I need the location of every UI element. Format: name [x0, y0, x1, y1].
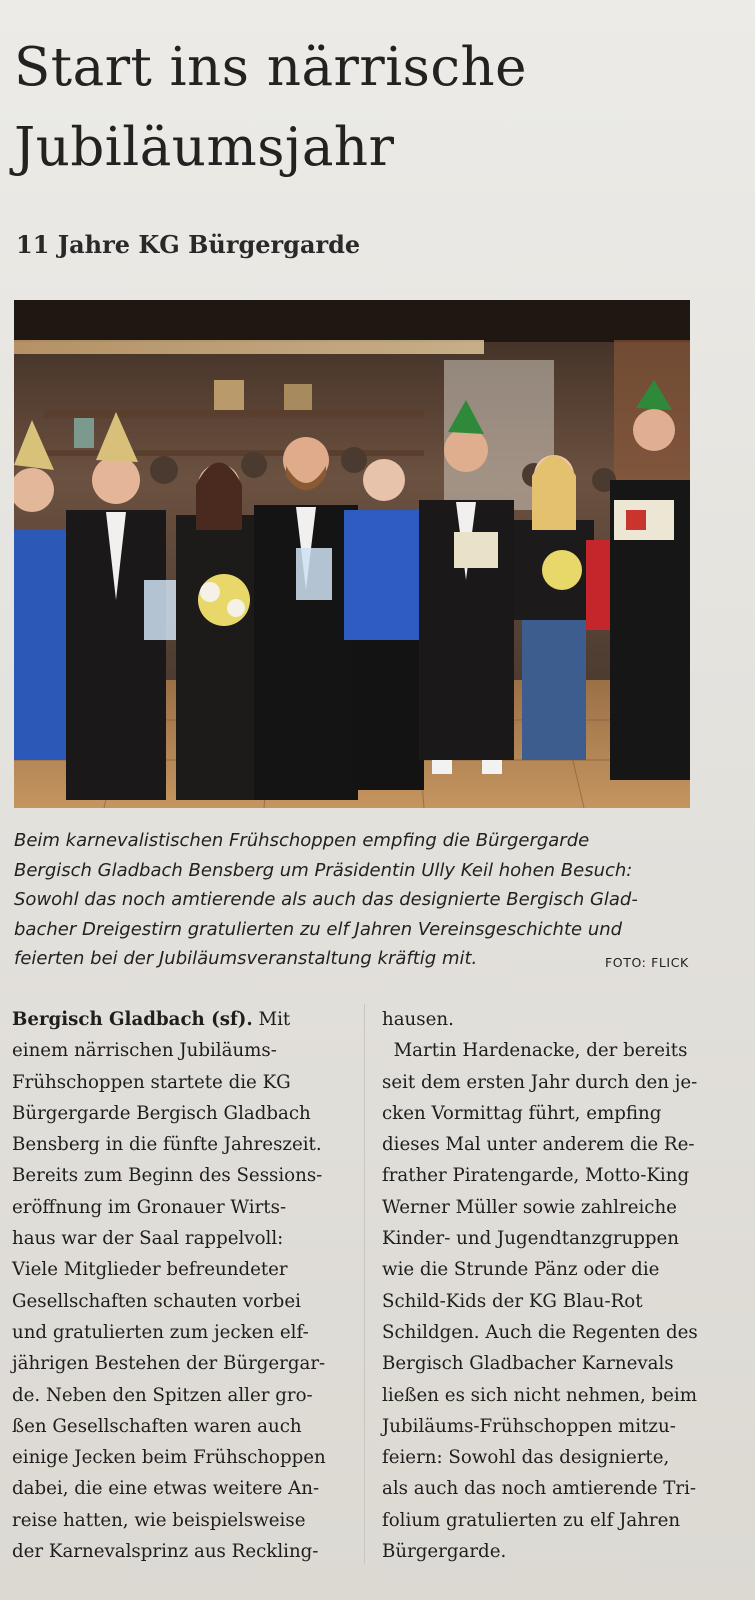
column-line: Schildgen. Auch die Regenten des [382, 1321, 698, 1343]
group-photo-illustration [14, 300, 690, 808]
column-line: wie die Strunde Pänz oder die [382, 1259, 660, 1281]
caption-line: Sowohl das noch amtierende als auch das designierte Bergisch Glad- [14, 889, 638, 910]
group-photo [14, 300, 690, 808]
column-line: Schild-Kids der KG Blau-Rot [382, 1290, 643, 1312]
caption-line: feierten bei der Jubiläumsveranstaltung kräftig mit. [14, 948, 478, 969]
column-line [12, 1004, 352, 1035]
column-line: hausen. [382, 1009, 454, 1030]
column-line: Martin Hardenacke, der bereits [382, 1040, 688, 1062]
column-line: dabei, die eine etwas weitere An- [12, 1478, 320, 1500]
headline-line-1: Start ins närrische [14, 37, 528, 98]
column-line: Kinder- und Jugendtanzgruppen [382, 1228, 680, 1250]
column-line: jährigen Bestehen der Bürgergar- [12, 1353, 326, 1375]
column-line: Bergisch Gladbacher Karnevals [382, 1353, 674, 1375]
caption-line: bacher Dreigestirn gratulierten zu elf Jahren Vereinsgeschichte und [14, 918, 623, 940]
column-line: ßen Gesellschaften waren auch [12, 1415, 302, 1437]
column-line: und gratulierten zum jecken elf- [12, 1321, 309, 1343]
dateline: Bergisch Gladbach (sf). [12, 1009, 253, 1030]
column-line: eröffnung im Gronauer Wirts- [12, 1196, 287, 1218]
dateline-rest: Mit [252, 1009, 291, 1030]
photo-caption [14, 826, 704, 974]
caption-line: Bergisch Gladbach Bensberg um Präsidentin Ully Keil hohen Besuch: [14, 859, 633, 881]
column-line: haus war der Saal rappelvoll: [12, 1228, 284, 1250]
column-line: Frühschoppen startete die KG [12, 1071, 291, 1093]
column-line: frather Piratengarde, Motto-King [382, 1165, 690, 1187]
column-line: dieses Mal unter anderem die Re- [382, 1134, 695, 1156]
column-line: Bereits zum Beginn des Sessions- [12, 1165, 323, 1187]
column-line: einige Jecken beim Frühschoppen [12, 1447, 326, 1469]
column-line: ließen es sich nicht nehmen, beim [382, 1384, 697, 1406]
column-line: Viele Mitglieder befreundeter [12, 1259, 288, 1281]
column-line: Jubiläums-Frühschoppen mitzu- [382, 1415, 676, 1437]
article-column-1 [12, 1004, 352, 1567]
column-line: Gesellschaften schauten vorbei [12, 1290, 301, 1312]
column-line: cken Vormittag führt, empfing [382, 1102, 662, 1124]
headline [14, 28, 734, 188]
caption-line: Beim karnevalistischen Frühschoppen empfing die Bürgergarde [14, 830, 590, 851]
column-line: folium gratulierten zu elf Jahren [382, 1509, 681, 1531]
column-line: Werner Müller sowie zahlreiche [382, 1196, 677, 1218]
column-divider [364, 1004, 365, 1564]
column-line: Bensberg in die fünfte Jahreszeit. [12, 1134, 322, 1156]
column-line: seit dem ersten Jahr durch den je- [382, 1071, 698, 1093]
column-line: feiern: Sowohl das designierte, [382, 1447, 670, 1469]
column-line: reise hatten, wie beispielsweise [12, 1509, 306, 1531]
column-line: de. Neben den Spitzen aller gro- [12, 1384, 313, 1406]
column-line: einem närrischen Jubiläums- [12, 1040, 277, 1062]
subheadline: 11 Jahre KG Bürgergarde [16, 230, 361, 259]
column-line: Bürgergarde. [382, 1541, 507, 1563]
column-line: als auch das noch amtierende Tri- [382, 1478, 697, 1500]
headline-line-2: Jubiläumsjahr [14, 117, 395, 178]
photo-credit: FOTO: FLICK [605, 955, 689, 970]
column-line: Bürgergarde Bergisch Gladbach [12, 1102, 311, 1124]
article-column-2 [382, 1004, 712, 1567]
column-line: der Karnevalsprinz aus Reckling- [12, 1541, 319, 1563]
